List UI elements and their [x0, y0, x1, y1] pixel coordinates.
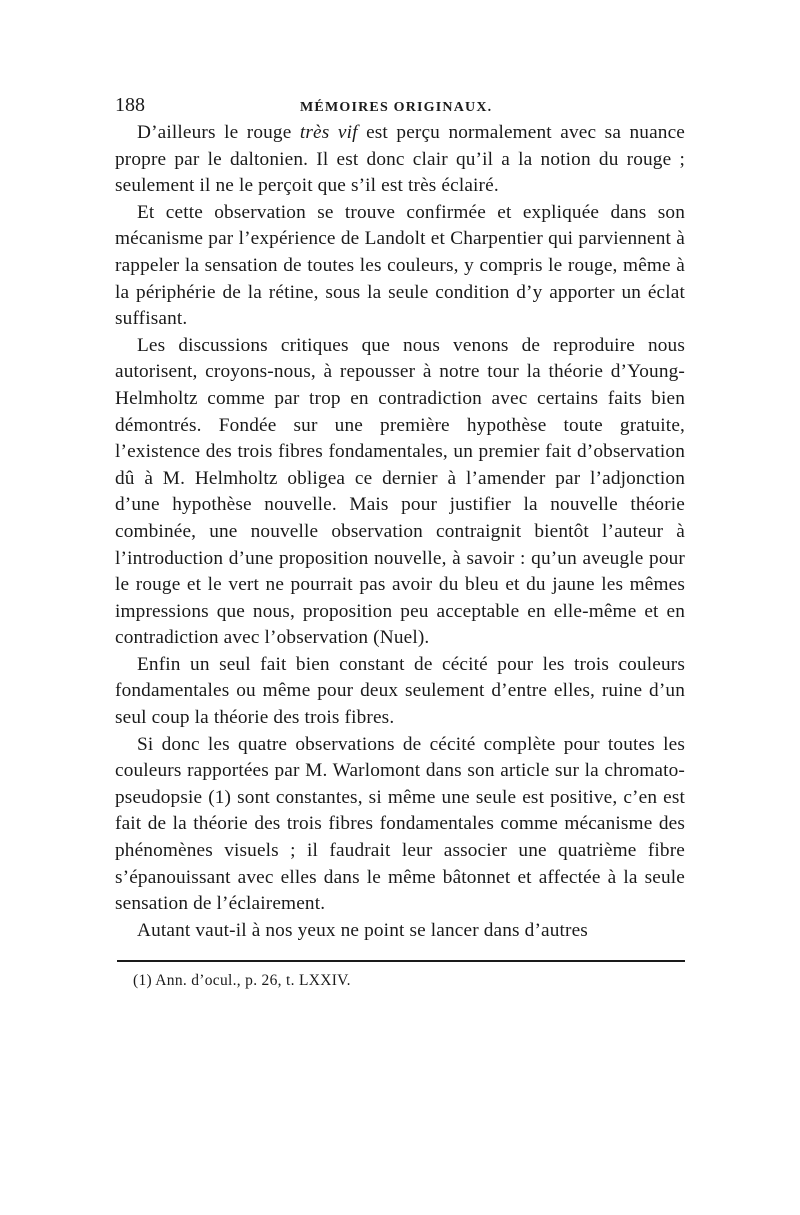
paragraph-1-italic: très vif — [299, 122, 358, 143]
document-page — [115, 92, 685, 990]
footnote: (1) Ann. d’ocul., p. 26, t. LXXIV. — [133, 972, 351, 990]
running-header — [115, 92, 685, 120]
paragraph-4: Enfin un seul fait bien constant de cécité pour les trois couleurs fondamentales ou même pour deux seulement d’entre elles, ruine d’un seul coup la théorie des trois fibres. — [115, 653, 685, 729]
paragraph-3: Les discussions critiques que nous venons de reproduire nous autorisent, croyons-nous, à repousser à notre tour la théorie d’Young-Helmholtz comme par trop en contradiction avec certains faits bien démontrés. Fondée sur une première hypothèse toute gratuite, l’existence des trois fibres fondamentales, un premier fait d’observation dû à M. Helmholtz obligea ce dernier à l’amender par l’adjonction d’une hypothèse nouvelle. Mais pour justifier la nouvelle théorie combinée, une nouvelle observation contraignit bientôt l’auteur à l’introduction d’une proposition nouvelle, à savoir : qu’un aveugle pour le rouge et le vert ne pourrait pas avoir du bleu et du jaune les mêmes impressions que nous, proposition peu acceptable en elle-même et en contradiction avec l’observation (Nuel). — [115, 334, 685, 649]
paragraph-1-text-b: est perçu normalement avec sa nuance propre par le daltonien. Il est donc clair qu’il a la notion du rouge ; seulement il ne le perçoit que s’il est très éclairé. — [115, 122, 685, 197]
paragraph-1-text-a: D’ailleurs le rouge — [137, 122, 300, 143]
paragraph-6: Autant vaut-il à nos yeux ne point se lancer dans d’autres — [137, 919, 588, 941]
paragraph-5: Si donc les quatre observations de cécité complète pour toutes les couleurs rapportées par M. Warlomont dans son article sur la chromato-pseudopsie (1) sont constantes, si même une seule est positive, c’en est fait de la théorie des trois fibres fondamentales comme mécanisme des phénomènes visuels ; il faudrait leur associer une quatrième fibre s’épanouissant avec elles dans le même bâtonnet et affectée à la seule sensation de l’éclairement. — [115, 733, 685, 915]
footnote-divider — [117, 960, 685, 962]
paragraph-2: Et cette observation se trouve confirmée et expliquée dans son mécanisme par l’expérience de Landolt et Charpentier qui parviennent à rappeler la sensation de toutes les couleurs, y compris le rouge, même à la périphérie de la rétine, sous la seule condition d’y apporter un éclat suffisant. — [115, 201, 685, 330]
running-title: MÉMOIRES ORIGINAUX. — [300, 100, 493, 115]
paragraph-1 — [115, 120, 685, 200]
page-number: 188 — [115, 94, 145, 116]
